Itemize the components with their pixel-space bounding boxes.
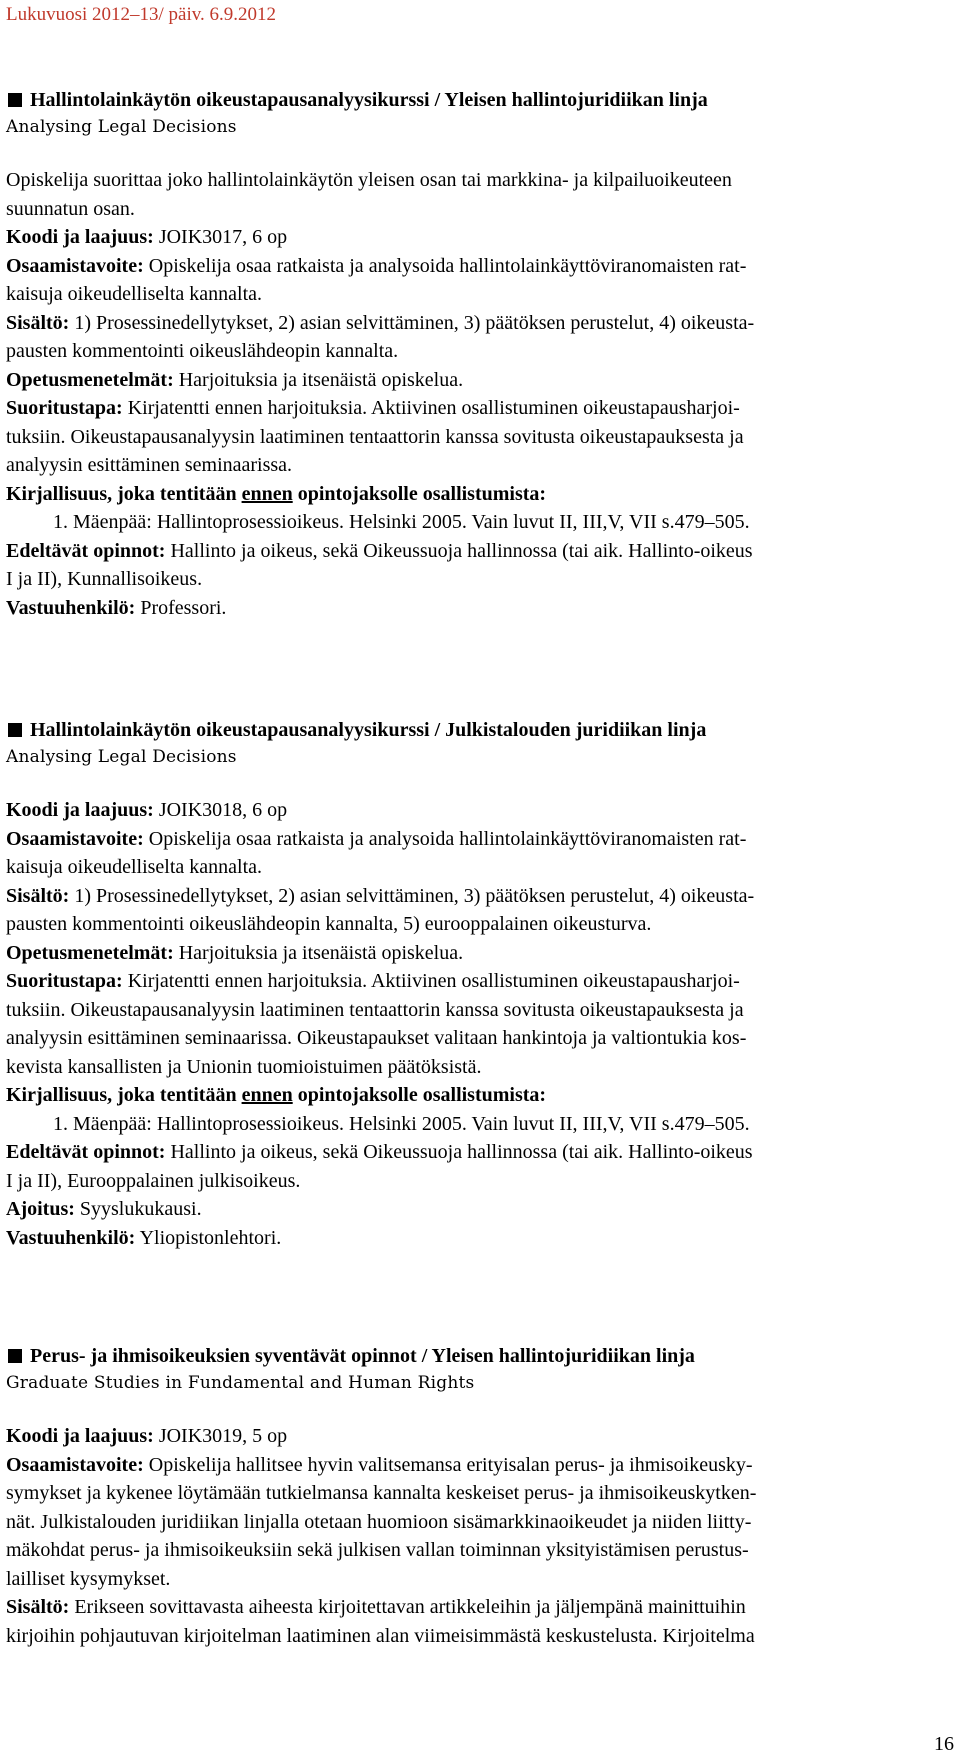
course-title: Hallintolainkäytön oikeustapausanalyysikurssi / Julkistalouden juridiikan linja — [6, 716, 950, 744]
course-section-3 — [6, 1342, 950, 1650]
content-line: pausten kommentointi oikeuslähdeopin kannalta, 5) eurooppalainen oikeusturva. — [6, 913, 652, 935]
goal-line: kaisuja oikeudelliselta kannalta. — [6, 283, 263, 305]
goal-line: symykset ja kykenee löytämään tutkielmansa kannalta keskeiset perus- ja ihmisoikeuskytken- — [6, 1482, 757, 1504]
course-subtitle: Analysing Legal Decisions — [6, 747, 237, 767]
timing-line: Ajoitus: Syyslukukausi. — [6, 1198, 202, 1220]
content-line: kirjoihin pohjautuvan kirjoitelman laatiminen alan viimeisimmästä keskustelusta. Kirjoitelma — [6, 1624, 755, 1647]
literature-item: 1. Mäenpää: Hallintoprosessioikeus. Helsinki 2005. Vain luvut II, III,V, VII s.479–505. — [53, 1112, 750, 1135]
content-line: Sisältö: Erikseen sovittavasta aiheesta kirjoitettavan artikkeleihin ja jäljempänä mainittuihin — [6, 1596, 746, 1618]
code-line: Koodi ja laajuus: JOIK3018, 6 op — [6, 799, 288, 821]
content-line: Sisältö: 1) Prosessinedellytykset, 2) asian selvittäminen, 3) päätöksen perustelut, 4) oikeusta- — [6, 311, 755, 334]
mode-line: tuksiin. Oikeustapausanalyysin laatiminen tentaattorin kanssa sovitusta oikeustapauksesta ja — [6, 425, 744, 448]
prereq-line: I ja II), Kunnallisoikeus. — [6, 568, 203, 590]
page-header: Lukuvuosi 2012–13/ päiv. 6.9.2012 — [6, 4, 277, 25]
prereq-line: Edeltävät opinnot: Hallinto ja oikeus, sekä Oikeussuoja hallinnossa (tai aik. Hallinto-oikeus — [6, 539, 753, 562]
literature-heading: Kirjallisuus, joka tentitään ennen opintojaksolle osallistumista: — [6, 1084, 547, 1106]
mode-line: kevista kansallisten ja Unionin tuomioistuimen päätöksistä. — [6, 1055, 482, 1078]
goal-line: Osaamistavoite: Opiskelija osaa ratkaista ja analysoida hallintolainkäyttöviranomaisten rat- — [6, 827, 747, 850]
methods-line: Opetusmenetelmät: Harjoituksia ja itsenäistä opiskelua. — [6, 368, 464, 391]
course-section-1 — [6, 86, 950, 622]
content-line: pausten kommentointi oikeuslähdeopin kannalta. — [6, 340, 399, 362]
goal-line: lailliset kysymykset. — [6, 1567, 171, 1590]
square-bullet-icon — [8, 723, 22, 737]
prereq-line: Edeltävät opinnot: Hallinto ja oikeus, sekä Oikeussuoja hallinnossa (tai aik. Hallinto-oikeus — [6, 1141, 753, 1163]
mode-line: Suoritustapa: Kirjatentti ennen harjoituksia. Aktiivinen osallistuminen oikeustapausharjoi- — [6, 970, 740, 992]
goal-line: kaisuja oikeudelliselta kannalta. — [6, 856, 263, 878]
code-line: Koodi ja laajuus: JOIK3019, 5 op — [6, 1425, 288, 1447]
mode-line: analyysin esittäminen seminaarissa. Oikeustapaukset valitaan hankintoja ja valtiontukia kos- — [6, 1027, 747, 1049]
content-line: Sisältö: 1) Prosessinedellytykset, 2) asian selvittäminen, 3) päätöksen perustelut, 4) oikeusta- — [6, 884, 755, 907]
methods-line: Opetusmenetelmät: Harjoituksia ja itsenäistä opiskelua. — [6, 941, 464, 964]
prereq-line: I ja II), Eurooppalainen julkisoikeus. — [6, 1169, 301, 1192]
literature-heading: Kirjallisuus, joka tentitään ennen opintojaksolle osallistumista: — [6, 482, 547, 505]
course-subtitle: Graduate Studies in Fundamental and Human Rights — [6, 1373, 475, 1393]
goal-line: Osaamistavoite: Opiskelija osaa ratkaista ja analysoida hallintolainkäyttöviranomaisten rat- — [6, 254, 747, 277]
responsible-line: Vastuuhenkilö: Yliopistonlehtori. — [6, 1226, 282, 1249]
course-section-2 — [6, 716, 950, 1252]
mode-line: tuksiin. Oikeustapausanalyysin laatiminen tentaattorin kanssa sovitusta oikeustapauksesta ja — [6, 998, 744, 1021]
mode-line: Suoritustapa: Kirjatentti ennen harjoituksia. Aktiivinen osallistuminen oikeustapausharjoi- — [6, 397, 740, 419]
literature-item: 1. Mäenpää: Hallintoprosessioikeus. Helsinki 2005. Vain luvut II, III,V, VII s.479–505. — [53, 511, 750, 533]
goal-line: nät. Julkistalouden juridiikan linjalla otetaan huomioon sisämarkkinaoikeudet ja niiden liitty- — [6, 1510, 752, 1533]
goal-line: Osaamistavoite: Opiskelija hallitsee hyvin valitsemansa erityisalan perus- ja ihmisoikeusky- — [6, 1453, 753, 1476]
page-number: 16 — [934, 1733, 954, 1755]
code-line: Koodi ja laajuus: JOIK3017, 6 op — [6, 226, 288, 248]
intro-text: suunnatun osan. — [6, 197, 135, 220]
course-title: Perus- ja ihmisoikeuksien syventävät opinnot / Yleisen hallintojuridiikan linja — [6, 1342, 950, 1370]
square-bullet-icon — [8, 1349, 22, 1363]
mode-line: analyysin esittäminen seminaarissa. — [6, 454, 293, 476]
course-title: Hallintolainkäytön oikeustapausanalyysikurssi / Yleisen hallintojuridiikan linja — [6, 86, 950, 114]
responsible-line: Vastuuhenkilö: Professori. — [6, 596, 227, 619]
square-bullet-icon — [8, 93, 22, 107]
course-subtitle: Analysing Legal Decisions — [6, 117, 237, 137]
goal-line: mäkohdat perus- ja ihmisoikeuksiin sekä julkisen vallan toiminnan yksityistämisen perustus- — [6, 1539, 749, 1561]
intro-text: Opiskelija suorittaa joko hallintolainkäytön yleisen osan tai markkina- ja kilpailuoikeuteen — [6, 169, 732, 191]
